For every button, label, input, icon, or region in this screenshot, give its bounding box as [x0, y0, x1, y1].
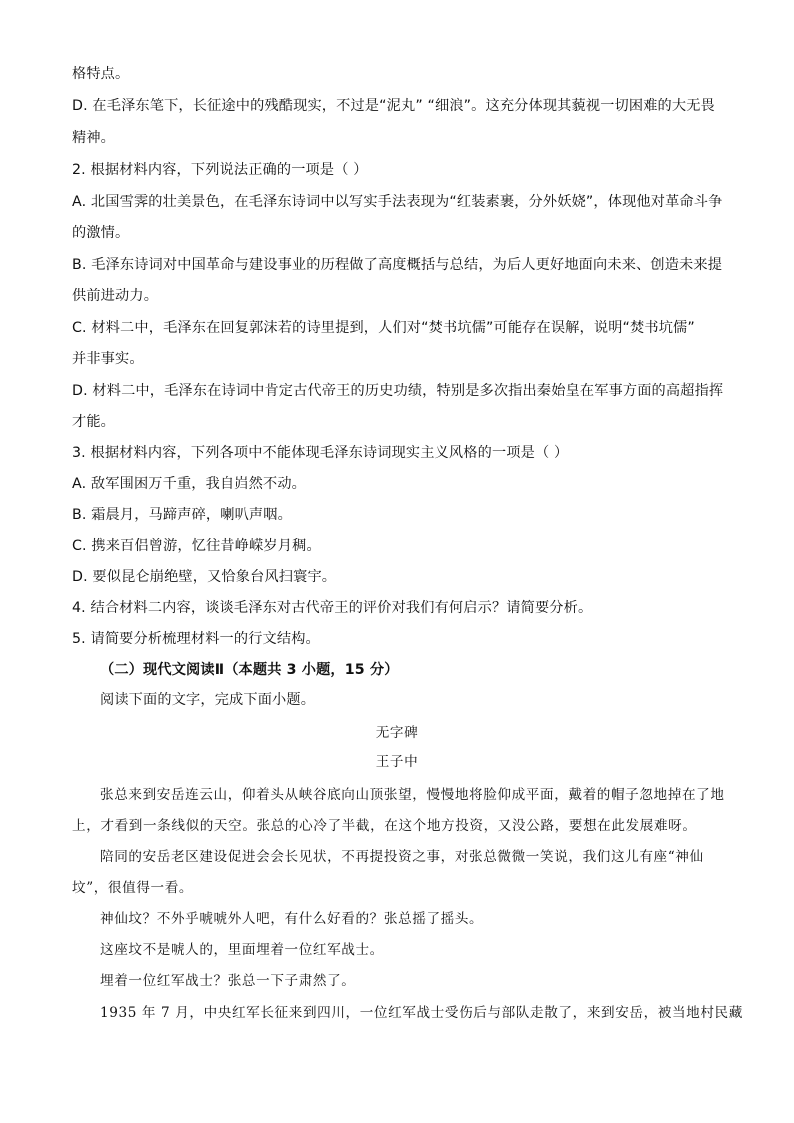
paragraph-line: 张总来到安岳连云山，仰着头从峡谷底向山顶张望，慢慢地将脸仰成平面，戴着的帽子忽地掉在了地	[100, 787, 725, 803]
question-2: 2. 根据材料内容，下列说法正确的一项是（ ）	[72, 162, 368, 178]
question-4: 4. 结合材料二内容，谈谈毛泽东对古代帝王的评价对我们有何启示？请简要分析。	[72, 600, 593, 616]
option-c-line: C. 携来百侣曾游，忆往昔峥嵘岁月稠。	[72, 538, 321, 554]
section-heading: （二）现代文阅读Ⅱ（本题共 3 小题，15 分）	[100, 662, 399, 678]
option-d-line: D. 在毛泽东笔下，长征途中的残酷现实，不过是“泥丸” “细浪”。这充分体现其藐视一切困难的大无畏	[72, 98, 715, 114]
text-line: 格特点。	[72, 66, 130, 82]
option-b-line: B. 霜晨月，马蹄声碎，喇叭声咽。	[72, 507, 292, 523]
paragraph-line: 这座坟不是唬人的，里面埋着一位红军战士。	[100, 942, 384, 958]
option-c-line: C. 材料二中，毛泽东在回复郭沫若的诗里提到，人们对“焚书坑儒”可能存在误解，说明“焚书坑儒”	[72, 320, 695, 336]
paragraph-line: 坟”，很值得一看。	[72, 880, 194, 896]
paragraph-line: 埋着一位红军战士？张总一下子肃然了。	[100, 973, 356, 989]
question-5: 5. 请简要分析梳理材料一的行文结构。	[72, 631, 320, 647]
text-line: 才能。	[72, 414, 116, 430]
paragraph-line: 上，才看到一条线似的天空。张总的心冷了半截，在这个地方投资，又没公路，要想在此发展难呀。	[72, 818, 697, 834]
option-d-line: D. 材料二中，毛泽东在诗词中肯定古代帝王的历史功绩，特别是多次指出秦始皇在军事方面的高超指挥	[72, 383, 724, 399]
question-3: 3. 根据材料内容，下列各项中不能体现毛泽东诗词现实主义风格的一项是（ ）	[72, 445, 569, 461]
story-title: 无字碑	[375, 725, 419, 741]
option-b-line: B. 毛泽东诗词对中国革命与建设事业的历程做了高度概括与总结，为后人更好地面向未来、创造未来提	[72, 257, 723, 273]
story-author: 王子中	[375, 754, 419, 770]
paragraph-line: 陪同的安岳老区建设促进会会长见状，不再提投资之事，对张总微微一笑说，我们这儿有座“神仙	[100, 849, 704, 865]
instruction-line: 阅读下面的文字，完成下面小题。	[100, 692, 316, 708]
text-line: 并非事实。	[72, 351, 144, 367]
paragraph-line: 1935 年 7 月，中央红军长征来到四川，一位红军战士受伤后与部队走散了，来到安岳，被当地村民藏	[100, 1005, 743, 1021]
text-line: 的激情。	[72, 225, 130, 241]
paragraph-line: 神仙坟？不外乎唬唬外人吧，有什么好看的？张总摇了摇头。	[100, 911, 484, 927]
text-line: 供前进动力。	[72, 288, 159, 304]
text-line: 精神。	[72, 130, 116, 146]
option-d-line: D. 要似昆仑崩绝壁，又恰象台风扫寰宇。	[72, 569, 337, 585]
option-a-line: A. 北国雪霁的壮美景色，在毛泽东诗词中以写实手法表现为“红装素裹，分外妖娆”，体现他对革命斗争	[72, 194, 723, 210]
option-a-line: A. 敌军围困万千重，我自岿然不动。	[72, 476, 306, 492]
